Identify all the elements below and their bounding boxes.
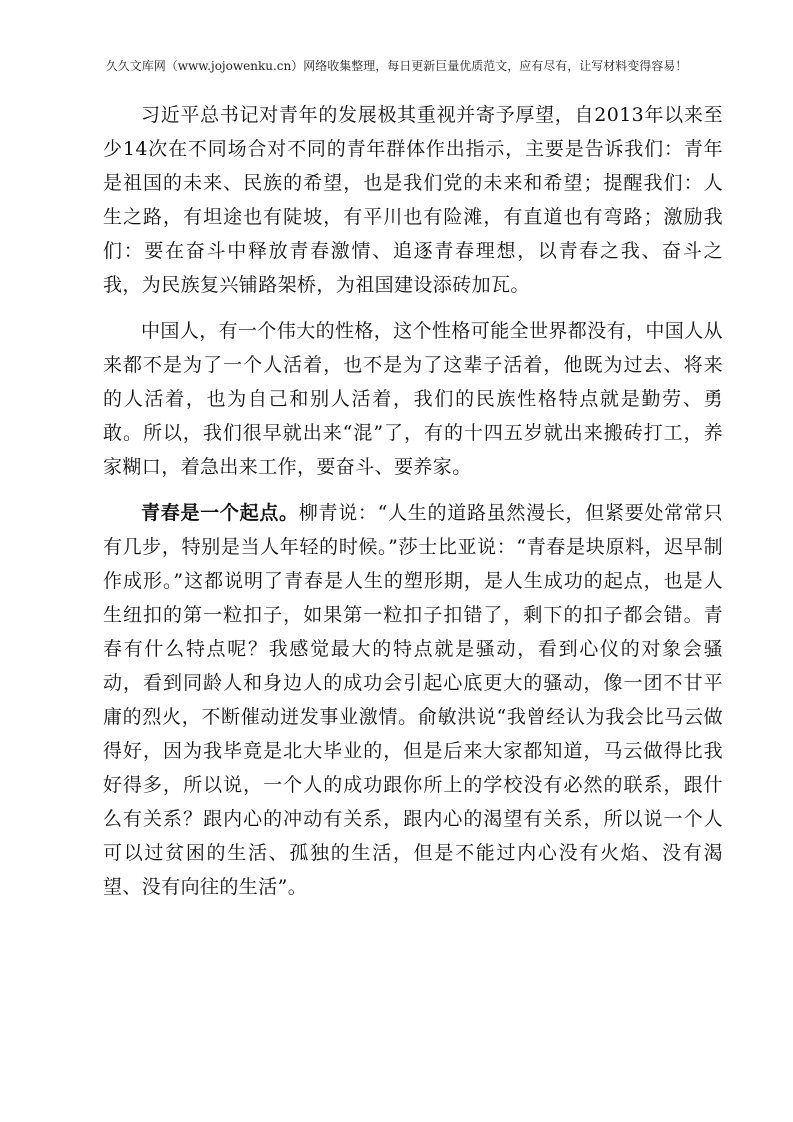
document-body — [103, 98, 723, 904]
paragraph-1-text: 习近平总书记对青年的发展极其重视并寄予厚望，自2013年以来至少14次在不同场合对不同的青年群体作出指示，主要是告诉我们：青年是祖国的未来、民族的希望，也是我们党的未来和希望；提醒我们：人生之路，有坦途也有陡坡，有平川也有险滩，有直道也有弯路；激励我们：要在奋斗中释放青春激情、追逐青春理想，以青春之我、奋斗之我，为民族复兴铺路架桥，为祖国建设添砖加瓦。 — [103, 104, 723, 296]
header-text: 久久文库网（www.jojowenku.cn）网络收集整理，每日更新巨量优质范文，应有尽有，让写材料变得容易！ — [105, 59, 688, 73]
paragraph-3-text: 柳青说：“人生的道路虽然漫长，但紧要处常常只有几步，特别是当人年轻的时候。”莎士比亚说：“青春是块原料，迟早制作成形。”这都说明了青春是人生的塑形期，是人生成功的起点，也是人生纽扣的第一粒扣子，如果第一粒扣子扣错了，剩下的扣子都会错。青春有什么特点呢？我感觉最大的特点就是骚动，看到心仪的对象会骚动，看到同龄人和身边人的成功会引起心底更大的骚动，像一团不甘平庸的烈火，不断催动迸发事业激情。俞敏洪说“我曾经认为我会比马云做得好，因为我毕竟是北大毕业的，但是后来大家都知道，马云做得比我好得多，所以说，一个人的成功跟你所上的学校没有必然的联系，跟什么有关系？跟内心的冲动有关系，跟内心的渴望有关系，所以说一个人可以过贫困的生活、孤独的生活，但是不能过内心没有火焰、没有渴望、没有向往的生活”。 — [103, 502, 724, 898]
paragraph-1 — [103, 98, 723, 302]
paragraph-3-lead: 青春是一个起点。 — [141, 502, 299, 524]
page-header — [0, 58, 793, 74]
paragraph-2 — [103, 314, 723, 484]
paragraph-2-text: 中国人，有一个伟大的性格，这个性格可能全世界都没有，中国人从来都不是为了一个人活着，也不是为了这辈子活着，他既为过去、将来的人活着，也为自己和别人活着，我们的民族性格特点就是勤劳、勇敢。所以，我们很早就出来“混”了，有的十四五岁就出来搬砖打工，养家糊口，着急出来工作，要奋斗、要养家。 — [103, 320, 724, 478]
paragraph-3 — [103, 496, 723, 904]
